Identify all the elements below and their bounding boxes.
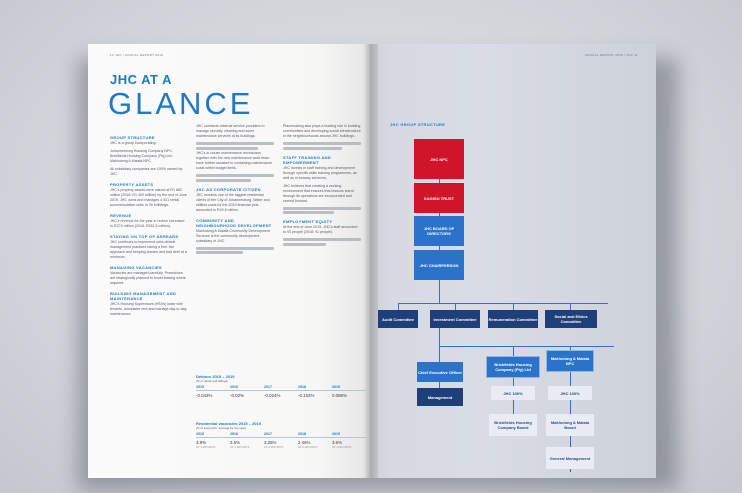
text-line (196, 174, 274, 177)
text-line (196, 147, 258, 150)
text-line (196, 247, 274, 250)
org-box-chairperson: JHC CHAIRPERSON (414, 250, 464, 280)
units-cell: OF 4 425 UNITS (298, 445, 318, 449)
text-line (196, 142, 274, 145)
debtors-table (196, 374, 366, 399)
org-box-board: JHC BOARD OF DIRECTORS (414, 216, 464, 246)
text-line (283, 238, 361, 241)
org-box-general-management: General Management (546, 447, 594, 469)
paragraph: Johannesburg Housing Company NPC; Brickfields Housing Company (Pty) Ltd; Makhulong A Matala NPC. (110, 149, 173, 163)
paragraph: JHC's in-house maintenance technicians together with the new maintenance work team have further assisted in containing maintenance costs within budget limits. (196, 151, 273, 171)
text-line (283, 243, 326, 246)
heading-staff-training: STAFF TRAINING AND EMPOWERMENT (283, 154, 332, 165)
connector (513, 303, 514, 310)
year-cell: 2016 (230, 385, 238, 389)
text-column-3 (283, 124, 361, 247)
value-cell: -0.024% (264, 392, 281, 398)
page-title-small: JHC AT A (110, 72, 173, 87)
paragraph: JHC is a group incorporating: (110, 141, 157, 145)
text-column-2 (196, 124, 274, 256)
paragraph: JHC continues to implement strict default management practices taking a firm, fair approach and keeping arrears and bad debt at a minimum. (110, 240, 187, 259)
units-cell: OF 4 300 UNITS (196, 445, 216, 449)
value-cell: 3.8% (196, 439, 207, 445)
org-box-makhulong-board: Makhulong A Matala Board (546, 414, 594, 436)
org-box-remuneration: Remuneration Committee (488, 310, 538, 328)
paragraph: At the end of June 2019, JHC's staff amounted to 93 people (2018: 91 people). (283, 225, 358, 235)
year-cell: 2019 (332, 385, 340, 389)
text-line (196, 251, 243, 254)
vacancies-table (196, 421, 366, 449)
paragraph: All subsidiary companies are 100% owned by JHC. (110, 167, 183, 176)
org-box-ceo: Chief Executive Officer (417, 362, 463, 382)
vacancies-years-row (196, 432, 366, 436)
value-cell: 3.5% (230, 439, 241, 445)
connector (570, 303, 571, 310)
units-cell: OF 4 300 UNITS (230, 445, 250, 449)
text-column-1 (110, 130, 188, 320)
heading-building-management: BUILDING MANAGEMENT AND MAINTENANCE (110, 291, 177, 301)
year-cell: 2015 (196, 385, 204, 389)
left-running-head: 10 JHC | ANNUAL REPORT 2019 (110, 53, 164, 57)
year-cell: 2019 (332, 432, 340, 436)
units-cell: OF 4 531 UNITS (332, 445, 352, 449)
book-spine (364, 44, 378, 478)
debtors-years-row (196, 385, 366, 389)
heading-arrears: STAYING ON TOP OF ARREARS (110, 234, 179, 239)
value-cell: 2.46% (298, 439, 311, 445)
org-box-social-ethics: Social and Ethics Committee (545, 310, 597, 328)
divider (196, 437, 366, 438)
org-box-management: Management (417, 388, 463, 406)
year-cell: 2016 (230, 432, 238, 436)
divider (196, 390, 366, 391)
text-line (283, 147, 342, 150)
paragraph: JHC invests in staff training and development through specific skills training programmes, as well as in bursary schemes. (283, 165, 357, 180)
debtors-subtitle: (% of rental and billings) (196, 379, 229, 383)
units-cell: OF 4 323 UNITS (264, 445, 284, 449)
org-box-kagiso-trust: KAGISO TRUST (414, 183, 464, 213)
text-line (283, 211, 334, 214)
vacancies-units-row (196, 446, 366, 449)
heading-revenue: REVENUE (110, 213, 132, 218)
value-cell: -0.043% (196, 392, 213, 398)
heading-property-assets: PROPERTY ASSETS (110, 182, 154, 187)
value-cell: 0.088% (332, 392, 347, 398)
paragraph: JHC remains one of the biggest residential clients of the City of Johannesburg. Water and utilities costs for the 2019 financial year amounted to R49.8 million. (196, 192, 270, 212)
heading-vacancies: MANAGING VACANCIES (110, 265, 162, 270)
right-page (370, 44, 656, 478)
year-cell: 2018 (298, 385, 306, 389)
year-cell: 2017 (264, 385, 272, 389)
value-cell: -0.02% (230, 392, 244, 398)
value-cell: -0.153% (298, 392, 315, 398)
paragraph: JHC contracts external service providers to manage security, cleaning and some maintenance services at its buildings. (196, 124, 265, 138)
group-structure-label: JHC GROUP STRUCTURE (390, 122, 446, 127)
value-cell: 3.6% (332, 439, 343, 445)
org-box-brickfields-board: Brickfields Housing Company Board (489, 414, 537, 436)
vacancies-subtitle: (% of total units; average for the year) (196, 426, 247, 430)
value-cell: 3.25% (264, 439, 277, 445)
heading-employment-equity: EMPLOYMENT EQUITY (283, 219, 333, 225)
org-box-makhulong-100: JHC 100% (548, 386, 592, 400)
connector (398, 303, 399, 310)
org-box-makhulong: Makhulong A Matala NPC (546, 350, 594, 372)
paragraph: JHC's revenue for the year in review increased to R274 million (2018: R261.5 million). (110, 219, 185, 228)
connector (439, 346, 614, 347)
paragraph: Placemaking also plays a leading role in building communities and developing social infrastructure in the neighbourhoods around JHC buildings. (283, 124, 361, 138)
org-box-brickfields-100: JHC 100% (491, 386, 535, 400)
org-box-investment: Investment Committee (430, 310, 480, 328)
debtors-values-row (196, 392, 366, 399)
right-running-head: ANNUAL REPORT 2019 | JHC 11 (584, 53, 638, 57)
heading-community: COMMUNITY AND NEIGHBOURHOOD DEVELOPMENT (196, 217, 272, 228)
org-box-jhc-npc: JHC NPC (414, 139, 464, 179)
year-cell: 2018 (298, 432, 306, 436)
text-line (196, 179, 251, 182)
left-page (88, 44, 374, 478)
org-box-brickfields: Brickfields Housing Company (Pty) Ltd (486, 356, 540, 378)
paragraph: Makhulong A Matala Community Development Services is the community development subsidiary of JHC. (196, 228, 270, 243)
paragraph: Vacancies are managed carefully. Promotions are strategically planned to boost leasing where required. (110, 271, 186, 285)
debtors-title: Debtors 2015 – 2019 (196, 374, 235, 379)
year-cell: 2015 (196, 432, 204, 436)
paragraph: JHC believes that creating a working environment that ensures that lessons learnt through its operations are incorporated and carried forward. (283, 183, 354, 203)
connector (398, 303, 608, 304)
heading-group-structure: GROUP STRUCTURE (110, 135, 155, 140)
connector (455, 303, 456, 310)
org-box-audit: Audit Committee (378, 310, 418, 328)
page-title-big: GLANCE (108, 86, 254, 121)
heading-corporate-citizen: JHC AS CORPORATE CITIZEN (196, 186, 261, 192)
text-line (283, 142, 361, 145)
vacancies-title: Residential vacancies 2015 – 2019 (196, 421, 261, 426)
paragraph: JHC's Housing Supervisors (HSVs) liaise with tenants, administer rent and manage day-to-day maintenance. (110, 302, 187, 316)
vacancies-values-row (196, 439, 366, 446)
paragraph: JHC's property assets were valued at R1 882 million (2018: R1 490 million) by the end of June 2019. JHC owns and manages 4 531 rental accommodation units in 39 buildings. (110, 188, 187, 207)
text-line (283, 207, 361, 210)
year-cell: 2017 (264, 432, 272, 436)
